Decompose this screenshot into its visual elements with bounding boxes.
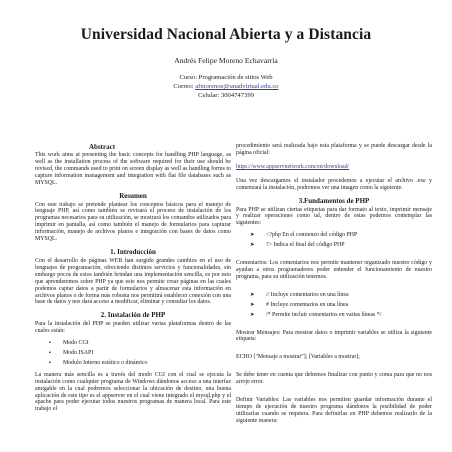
tags-list bbox=[236, 232, 432, 249]
arrow-bullet-icon: ➤ bbox=[250, 311, 255, 318]
fund-heading: 3.Fundamentos de PHP bbox=[298, 196, 370, 205]
abstract-heading: Abstract bbox=[89, 143, 116, 151]
install-list bbox=[35, 340, 231, 367]
list-item: ➤ /* Permite incluir comentarios en varias líneas */ bbox=[250, 311, 382, 318]
square-bullet-icon: ▪ bbox=[49, 359, 51, 366]
course-line: Curso: Programación de sitios Web bbox=[179, 74, 273, 81]
list-item: ➤ // Incluye comentarios en una línea bbox=[250, 291, 349, 298]
paper-title: Universidad Nacional Abierta y a Distancia bbox=[80, 26, 372, 43]
install-text-2: La manera más sencilla es a través del modo CGI con el cual se ejecuta la instalación como cualquier programa de Windows dándonos acceso a una interfaz amigable en la cual podremos seleccionar la ubicación de destino, una buena aplicación de este tipo es el appserver en el cual viene integrado el mysql,php y el apache para poder ejecutar todos nuestros programas de manera local. Para este trabajo el bbox=[35, 371, 231, 413]
arrow-bullet-icon: ➤ bbox=[250, 291, 255, 298]
right-column bbox=[236, 143, 432, 430]
abstract-text: This work aims at presenting the basic concepts for handling PHP language, as well as the installation process of the software required for their use should be revised, the commands used to print on screen display as well as handling forms to capture information management and integration with flat file databases such as MYSQL. bbox=[35, 152, 231, 186]
vars-text: Definir Variables: Las variables nos permiten guardar información durante el tiempo de ejecución de nuestro programa dándonos la posibilidad de poder utilizarlas cuando se requiera. Para definirlas en PHP debemos realizarlo de la siguiente manera: bbox=[236, 397, 432, 424]
arrow-bullet-icon: ➤ bbox=[250, 242, 255, 249]
install-heading: 2. Instalación de PHP bbox=[100, 311, 166, 320]
square-bullet-icon: ▪ bbox=[49, 350, 51, 357]
after-link-text: Una vez descargamos el instalador procedemos a ejecutar el archivo .exe y comenzará la instalación, podremos ver una imagen como la siguiente. bbox=[236, 177, 432, 191]
list-item: ▪ Modo ISAPI bbox=[49, 350, 94, 357]
note-text: Se debe tener en cuenta que debemos finalizar con punto y coma para que no nos arroje error. bbox=[236, 372, 432, 386]
email-line bbox=[0, 83, 452, 91]
list-item: ➤ ?> Indica el final del código PHP bbox=[250, 242, 345, 249]
comments-list bbox=[236, 292, 432, 319]
email-label: Correo: bbox=[173, 83, 194, 90]
install-text: Para la instalación del PHP se pueden utilizar varias plataformas dentro de las cuales están: bbox=[35, 321, 231, 335]
arrow-bullet-icon: ➤ bbox=[250, 232, 255, 239]
comments-text: Comentarios: Los comentarios nos permite mantener organizado nuestro código y ayudan a otros programadores poder entender el funcionamiento de nuestro programa, para su utilización tenemos. bbox=[236, 260, 432, 280]
download-link[interactable]: https://www.appservnetwork.com/en/download/ bbox=[236, 163, 350, 170]
echo-text: ECHO ["Mensaje a mostrar"]; [Variables a mostrar]; bbox=[236, 354, 360, 361]
square-bullet-icon: ▪ bbox=[49, 340, 51, 347]
list-item: ▪ Modo CGI bbox=[49, 340, 89, 347]
resumen-heading: Resumen bbox=[119, 191, 147, 200]
intro-heading: 1. Introducción bbox=[110, 247, 156, 256]
phone-line: Celular: 3004747399 bbox=[198, 92, 254, 99]
continued-text: procedimiento será realizada bajo esta plataforma y se puede descargar desde la página oficial: bbox=[236, 143, 432, 156]
email-link[interactable]: afmorenoe@unadvirtual.edu.co bbox=[195, 83, 279, 90]
author-name: Andrés Felipe Moreno Echavarría bbox=[174, 56, 278, 65]
download-link-line bbox=[236, 164, 432, 171]
list-item: ▪ Modulo Interno estático o dinámico bbox=[49, 359, 148, 366]
arrow-bullet-icon: ➤ bbox=[250, 301, 255, 308]
list-item: ➤ <?php En el comienzo del código PHP bbox=[250, 232, 358, 239]
intro-text: Con el desarrollo de páginas WEB han surgido grandes cambios en el uso de lenguajes de programación, ofreciendo distintos servicios y funcionalidades, sin embargo pocos de estos también brindan una implementación sencilla, es por esto que aprenderemos sobre PHP ya que este nos permite crear páginas en las cuales podemos captar datos a partir de formularios y almacenar esta información en archivos planos o de forma más robusta nos permitirá establecer conexión con una base de datos y nos dará acceso a modificar, eliminar y consultar los datos. bbox=[35, 257, 231, 306]
fund-text: Para PHP se utilizan ciertas etiquetas para dar formato al texto, imprimir mensaje y realizar operaciones como tal, dentro de estas podemos contemplar las siguientes: bbox=[236, 206, 432, 227]
left-column bbox=[35, 143, 231, 418]
list-item: ➤ # Incluye comentarios en una línea bbox=[250, 301, 349, 308]
mostrar-text: Mostrar Mensajes: Para mostrar datos o imprimir variables se utiliza la siguiente etiqueta: bbox=[236, 329, 432, 343]
resumen-text: Con este trabajo se pretende plantear los conceptos básicos para el manejo de lenguaje PHP, así como también se revisará el proceso de instalación de los programas necesarios para su utilización, se mostrará los comandos utilizados para imprimir en pantalla, así como también el manejo de formularios para capturar información, manejo de archivos planos e integración con bases de datos como MYSQL. bbox=[35, 201, 231, 243]
